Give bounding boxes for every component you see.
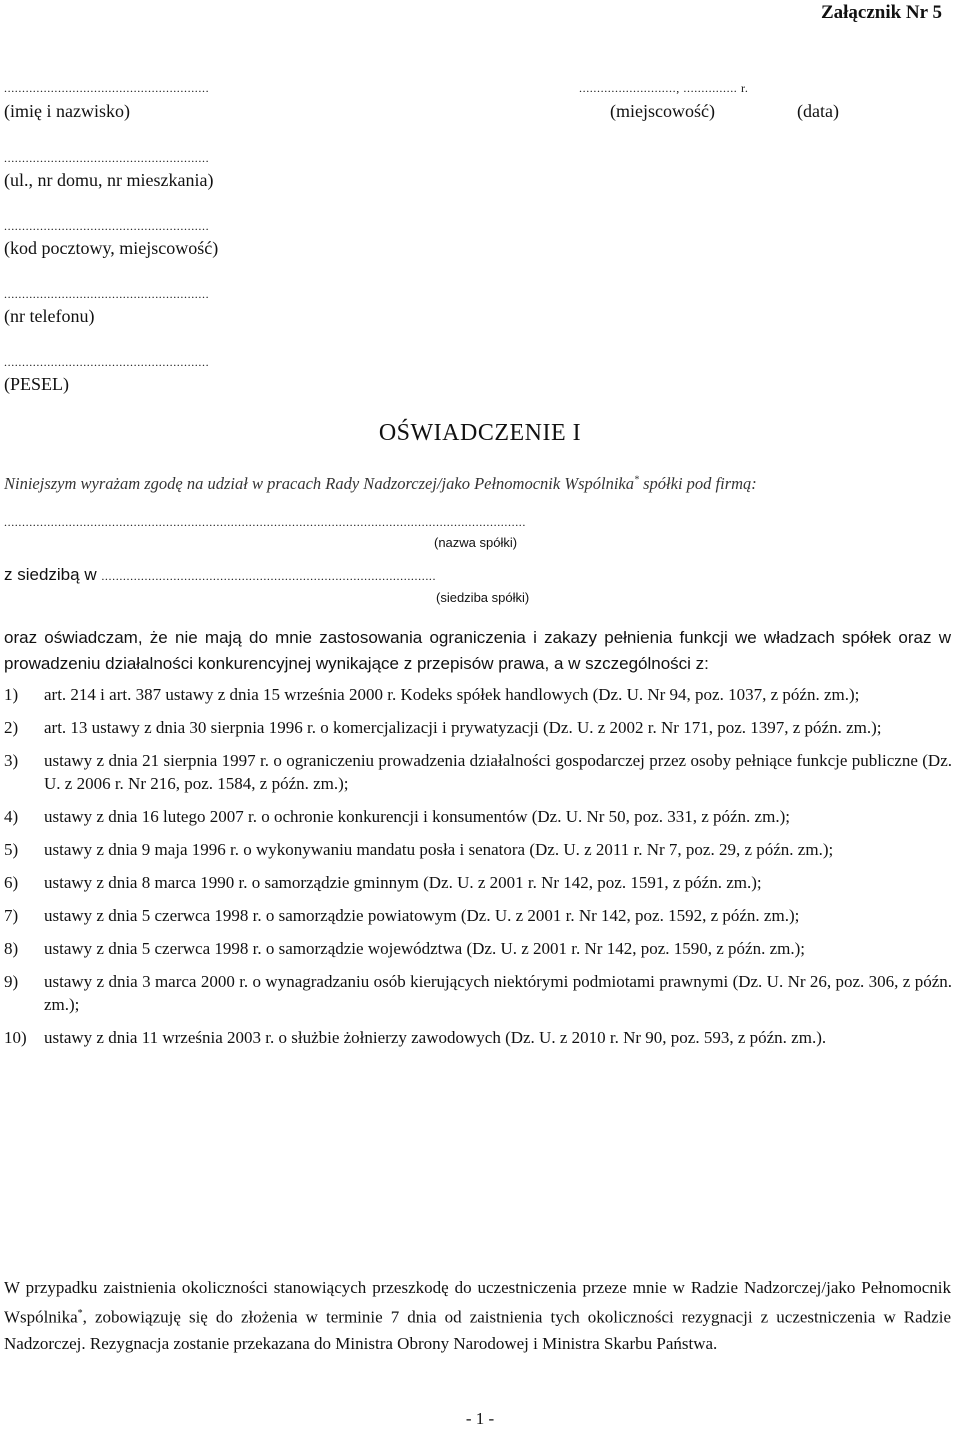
list-item: [0, 871, 952, 894]
seat-caption: (siedziba spółki): [436, 590, 530, 605]
list-item-number: 10): [4, 1028, 27, 1047]
phone-dots: .........................................................: [4, 287, 210, 301]
list-item: [0, 716, 952, 739]
list-item: [0, 683, 952, 706]
list-item-text: ustawy z dnia 9 maja 1996 r. o wykonywaniu mandatu posła i senatora (Dz. U. z 2011 r. Nr 7, poz. 29, z późn. zm.);: [44, 840, 834, 859]
declaration-text: oraz oświadczam, że nie mają do mnie zastosowania ograniczenia i zakazy pełnienia funkcji we władzach spółek oraz w prowadzeniu działalności konkurencyjnej wynikające z przepisów prawa, a w szczególności z:: [4, 628, 951, 673]
street-dots: .........................................................: [4, 151, 210, 165]
list-item-number: 7): [4, 906, 19, 925]
document-title: OŚWIADCZENIE I: [378, 420, 582, 446]
list-item-text: ustawy z dnia 5 czerwca 1998 r. o samorządzie powiatowym (Dz. U. z 2001 r. Nr 142, poz. 1592, z późn. zm.);: [44, 906, 800, 925]
name-dots: .........................................................: [4, 81, 210, 95]
seat-line: [4, 565, 436, 585]
list-item: [0, 904, 952, 927]
list-item-text: ustawy z dnia 16 lutego 2007 r. o ochronie konkurencji i konsumentów (Dz. U. Nr 50, poz. 331, z późn. zm.);: [44, 807, 790, 826]
company-name-caption: (nazwa spółki): [434, 535, 518, 550]
list-item-text: art. 214 i art. 387 ustawy z dnia 15 września 2000 r. Kodeks spółek handlowych (Dz. U. Nr 94, poz. 1037, z późn. zm.);: [44, 685, 860, 704]
laws-list: [0, 683, 952, 1059]
page-number: - 1 -: [465, 1409, 495, 1428]
list-item-text: ustawy z dnia 3 marca 2000 r. o wynagradzaniu osób kierujących niektórymi podmiotami prawnymi (Dz. U. Nr 26, poz. 306, z późn. zm.);: [44, 972, 952, 1014]
list-item: [0, 838, 952, 861]
intro-main: Niniejszym wyrażam zgodę na udział w pracach Rady Nadzorczej/jako Pełnomocnik Wspólnika: [4, 474, 634, 493]
pesel-dots: .........................................................: [4, 355, 210, 369]
name-label: (imię i nazwisko): [4, 101, 130, 121]
list-item-number: 2): [4, 718, 19, 737]
date-label: (data): [797, 101, 839, 121]
closing-part1: W przypadku zaistnienia okoliczności stanowiących przeszkodę do uczestniczenia przeze mnie w Radzie Nadzorczej/jako Pełnomocnik Wspólnika: [4, 1278, 951, 1327]
list-item-text: ustawy z dnia 8 marca 1990 r. o samorządzie gminnym (Dz. U. z 2001 r. Nr 142, poz. 1591, z późn. zm.);: [44, 873, 762, 892]
list-item-text: art. 13 ustawy z dnia 30 sierpnia 1996 r. o komercjalizacji i prywatyzacji (Dz. U. z 2002 r. Nr 171, poz. 1397, z późn. zm.);: [44, 718, 882, 737]
list-item: [0, 937, 952, 960]
list-item-number: 6): [4, 873, 19, 892]
intro-text: [4, 474, 757, 494]
postal-dots: .........................................................: [4, 219, 210, 233]
footnote-mark: *: [77, 1308, 83, 1319]
list-item-text: ustawy z dnia 21 sierpnia 1997 r. o ograniczeniu prowadzenia działalności gospodarczej przez osoby pełniące funkcje publiczne (Dz. U. z 2006 r. Nr 216, poz. 1584, z późn. zm.);: [44, 751, 952, 793]
list-item: [0, 1026, 952, 1049]
footnote-mark: *: [633, 474, 639, 486]
place-date-dots: ..........................., ............... r.: [579, 81, 749, 95]
list-item-number: 8): [4, 939, 19, 958]
list-item-text: ustawy z dnia 11 września 2003 r. o służbie żołnierzy zawodowych (Dz. U. z 2010 r. Nr 90, poz. 593, z późn. zm.).: [44, 1028, 827, 1047]
intro-end: spółki pod firmą:: [638, 474, 757, 493]
street-label: (ul., nr domu, nr mieszkania): [4, 170, 214, 190]
list-item-number: 5): [4, 840, 19, 859]
list-item-number: 4): [4, 807, 19, 826]
closing-part2: , zobowiązuję się do złożenia w terminie 7 dnia od zaistnienia tych okoliczności rezygnacji z uczestniczenia w Radzie Nadzorczej. Rezygnacja zostanie przekazana do Ministra Obrony Narodowej i Ministra Skarbu Państwa.: [4, 1307, 951, 1353]
attachment-label: Załącznik Nr 5: [820, 2, 942, 23]
list-item: [0, 805, 952, 828]
seat-dots: .............................................................................................: [101, 569, 437, 583]
list-item-text: ustawy z dnia 5 czerwca 1998 r. o samorządzie województwa (Dz. U. z 2001 r. Nr 142, poz. 1590, z późn. zm.);: [44, 939, 805, 958]
closing-paragraph: [4, 1275, 951, 1357]
place-label: (miejscowość): [610, 101, 715, 121]
list-item: [0, 970, 952, 1016]
list-item-number: 9): [4, 972, 19, 991]
list-item: [0, 749, 952, 795]
list-item-number: 3): [4, 751, 19, 770]
phone-label: (nr telefonu): [4, 306, 95, 326]
company-name-dots: .................................................................................................................................................: [4, 515, 526, 529]
list-item-number: 1): [4, 685, 19, 704]
postal-label: (kod pocztowy, miejscowość): [4, 238, 219, 258]
pesel-label: (PESEL): [4, 374, 69, 394]
seat-prefix: z siedzibą w: [4, 565, 102, 584]
